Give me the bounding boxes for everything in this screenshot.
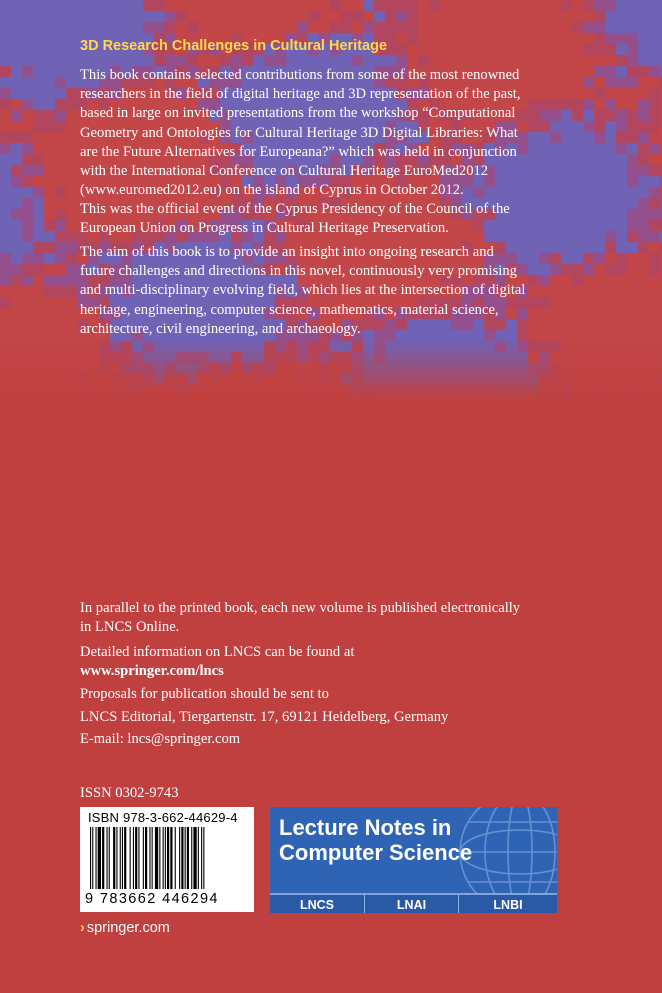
text-line: and multi-disciplinary evolving field, which lies at the intersection of digital — [80, 282, 526, 299]
barcode-bar — [124, 827, 126, 889]
lncs-url-text: www.springer.com/lncs — [80, 663, 224, 679]
text-line: architecture, civil engineering, and archaeology. — [80, 320, 361, 337]
springer-link-text: springer.com — [86, 920, 170, 936]
barcode-bar — [133, 827, 134, 889]
series-label-lnbi: LNBI — [458, 893, 557, 913]
text-line: (www.euromed2012.eu) on the island of Cyprus in October 2012. — [80, 182, 464, 199]
barcode-bar — [149, 827, 150, 889]
barcode-bar — [92, 827, 93, 889]
barcode-bar — [138, 827, 139, 889]
barcode-bar — [143, 827, 144, 889]
description-paragraph-3 — [80, 243, 580, 339]
barcode-bar — [98, 827, 101, 889]
barcode-bar — [155, 827, 158, 889]
text-line: future challenges and directions in this novel, continuously very promising — [80, 263, 517, 280]
lncs-title-line-2: Computer Science — [279, 840, 473, 865]
parallel-notice-line-2: in LNCS Online. — [80, 619, 180, 635]
contact-email[interactable]: E-mail: lncs@springer.com — [80, 731, 241, 747]
text-line: with the International Conference on Cultural Heritage EuroMed2012 — [80, 163, 489, 180]
barcode-bar — [116, 827, 117, 889]
lncs-series-logo — [270, 807, 557, 913]
text-line: This was the official event of the Cyprus Presidency of the Council of the — [80, 201, 510, 217]
text-line: This book contains selected contributions from some of the most renowned — [80, 67, 520, 83]
barcode-bar — [187, 827, 189, 889]
barcode-bar — [96, 827, 97, 889]
barcode-bar — [135, 827, 137, 889]
isbn-number: ISBN 978-3-662-44629-4 — [88, 810, 238, 825]
barcode-bar — [109, 827, 110, 889]
barcode-image — [90, 827, 246, 889]
barcode-digits: 9 783662 446294 — [85, 891, 219, 907]
barcode-bar — [130, 827, 131, 889]
chevron-right-icon: › — [80, 920, 85, 936]
barcode-bar — [113, 827, 115, 889]
barcode-bar — [107, 827, 108, 889]
barcode-bar — [145, 827, 147, 889]
book-title-heading: 3D Research Challenges in Cultural Heritage — [80, 38, 388, 54]
editorial-address: LNCS Editorial, Tiergartenstr. 17, 69121 Heidelberg, Germany — [80, 709, 449, 725]
series-label-lnai: LNAI — [364, 893, 458, 913]
parallel-notice-line-1: In parallel to the printed book, each new volume is published electronically — [80, 600, 521, 616]
text-line: Geometry and Ontologies for Cultural Heritage 3D Digital Libraries: What — [80, 124, 518, 141]
barcode-bar — [170, 827, 172, 889]
lncs-title-line-1: Lecture Notes in — [279, 815, 452, 840]
barcode-bar — [165, 827, 166, 889]
lncs-url-link[interactable] — [80, 662, 224, 681]
series-label-lncs: LNCS — [270, 893, 364, 913]
barcode-bar — [181, 827, 183, 889]
barcode-bar — [203, 827, 204, 889]
barcode-bar — [120, 827, 121, 889]
proposals-text: Proposals for publication should be sent to — [80, 686, 329, 702]
barcode-bar — [191, 827, 192, 889]
description-paragraph-2 — [80, 200, 580, 238]
issn-number: ISSN 0302-9743 — [80, 785, 179, 801]
barcode-bar — [193, 827, 196, 889]
lncs-series-bar — [270, 893, 557, 913]
springer-link[interactable] — [80, 920, 170, 936]
barcode-bar — [159, 827, 160, 889]
barcode-bar — [152, 827, 153, 889]
barcode-bar — [175, 827, 176, 889]
detailed-info-text: Detailed information on LNCS can be found at — [80, 644, 355, 660]
isbn-barcode-block — [80, 807, 254, 912]
text-line: heritage, engineering, computer science, mathematics, material science, — [80, 301, 499, 318]
lncs-logo-title — [279, 815, 472, 865]
text-line: based in large on invited presentations from the workshop “Computational — [80, 105, 516, 122]
barcode-bar — [122, 827, 123, 889]
barcode-bar — [167, 827, 169, 889]
barcode-bar — [185, 827, 186, 889]
text-line: The aim of this book is to provide an insight into ongoing research and — [80, 244, 494, 260]
text-line: European Union on Progress in Cultural Heritage Preservation. — [80, 220, 449, 237]
text-line: are the Future Alternatives for Europeana?” which was held in conjunction — [80, 143, 517, 160]
barcode-bar — [198, 827, 199, 889]
barcode-bar — [179, 827, 180, 889]
description-paragraph-1 — [80, 66, 580, 200]
barcode-bar — [102, 827, 104, 889]
text-line: researchers in the field of digital heritage and 3D representation of the past, — [80, 86, 521, 103]
barcode-bar — [90, 827, 91, 889]
barcode-bar — [163, 827, 164, 889]
barcode-bar — [201, 827, 202, 889]
